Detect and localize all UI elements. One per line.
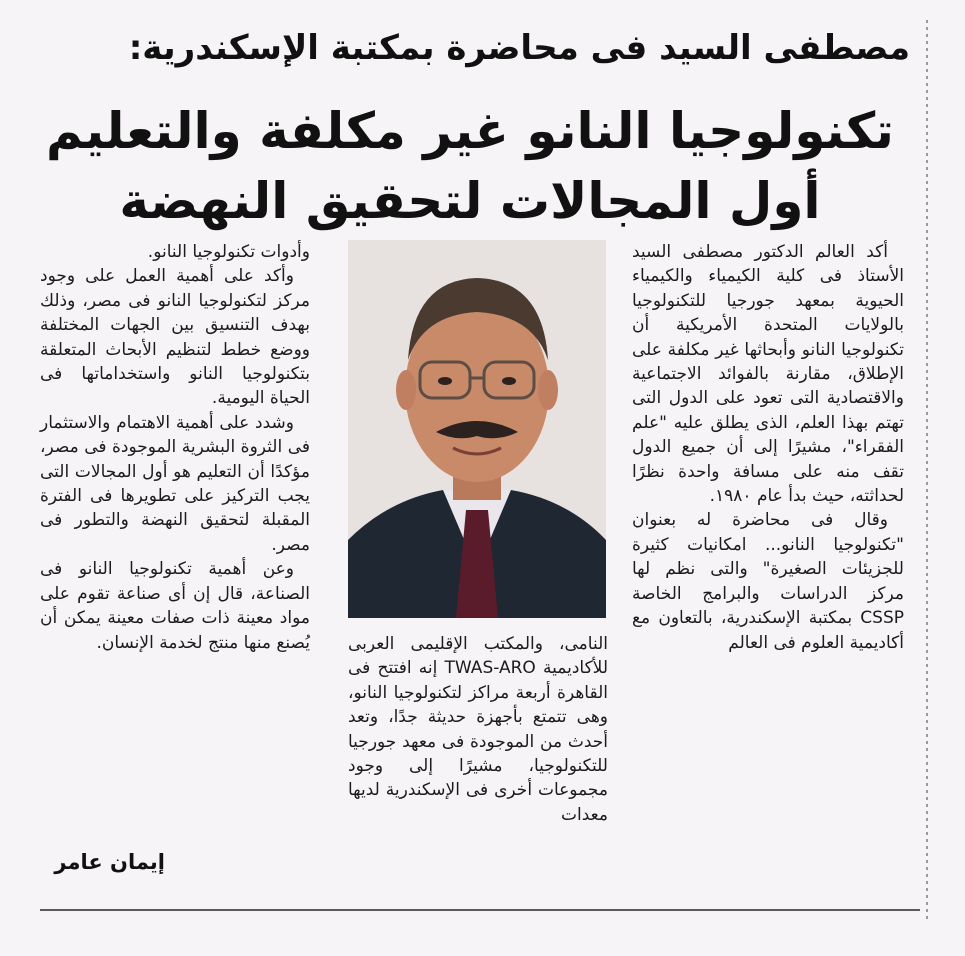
paragraph: وأكد على أهمية العمل على وجود مركز لتكنولوجيا النانو فى مصر، وذلك بهدف التنسيق بين الجهات المختلفة ووضع خطط لتنظيم الأبحاث المتعلقة بتكنولوجيا النانو واستخداماتها فى الحياة اليومية.: [40, 266, 310, 409]
portrait-photo: [348, 240, 606, 618]
paragraph: وعن أهمية تكنولوجيا النانو فى الصناعة، قال إن أى صناعة تقوم على مواد معينة ذات صفات معينة يمكن أن يُصنع منها منتج لخدمة الإنسان.: [40, 559, 310, 653]
kicker-headline: مصطفى السيد فى محاضرة بمكتبة الإسكندرية:: [128, 28, 910, 68]
paragraph: وأدوات تكنولوجيا النانو.: [147, 242, 310, 262]
paragraph: وشدد على أهمية الاهتمام والاستثمار فى الثروة البشرية الموجودة فى مصر، مؤكدًا أن التعليم هو أول المجالات التى يجب التركيز على تطويرها فى الفترة المقبلة لتحقيق النهضة والتطور فى مصر.: [40, 412, 310, 555]
article-column-right: [632, 240, 904, 900]
portrait-illustration: [348, 240, 606, 618]
article-column-middle: [348, 632, 608, 902]
author-byline: إيمان عامر: [54, 850, 165, 874]
article-column-left: [40, 240, 310, 860]
paragraph: أكد العالم الدكتور مصطفى السيد الأستاذ فى كلية الكيمياء والكيمياء الحيوية بمعهد جورجيا للتكنولوجيا بالولايات المتحدة الأمريكية أن تكنولوجيا النانو وأبحاثها غير مكلفة على الإطلاق، مقارنة بالفوائد الاجتماعية والاقتصادية التى تعود على الدول التى تهتم بهذا العلم، الذى يطلق عليه "علم الفقراء"، مشيرًا إلى أن جميع الدول تقف منه على مسافة واحدة نظرًا لحداثته، حيث بدأ عام ١٩٨٠.: [632, 242, 904, 507]
page-edge-rule: [926, 20, 928, 920]
paragraph: وقال فى محاضرة له بعنوان "تكنولوجيا النانو... امكانيات كثيرة للجزيئات الصغيرة" والتى نظم لها مركز الدراسات والبرامج الخاصة CSSP بمكتبة الإسكندرية، بالتعاون مع أكاديمية العلوم فى العالم: [632, 510, 904, 653]
paragraph: النامى، والمكتب الإقليمى العربى للأكاديمية TWAS-ARO إنه افتتح فى القاهرة أربعة مراكز لتكنولوجيا النانو، وهى تتمتع بأجهزة حديثة جدًا، وتعد أحدث من الموجودة فى معهد جورجيا للتكنولوجيا، مشيرًا إلى وجود مجموعات أخرى فى الإسكندرية لديها معدات: [348, 634, 608, 825]
main-title-line-1: تكنولوجيا النانو غير مكلفة والتعليم: [46, 102, 894, 160]
main-title-line-2: أول المجالات لتحقيق النهضة: [119, 172, 821, 230]
bottom-rule: [40, 909, 920, 911]
